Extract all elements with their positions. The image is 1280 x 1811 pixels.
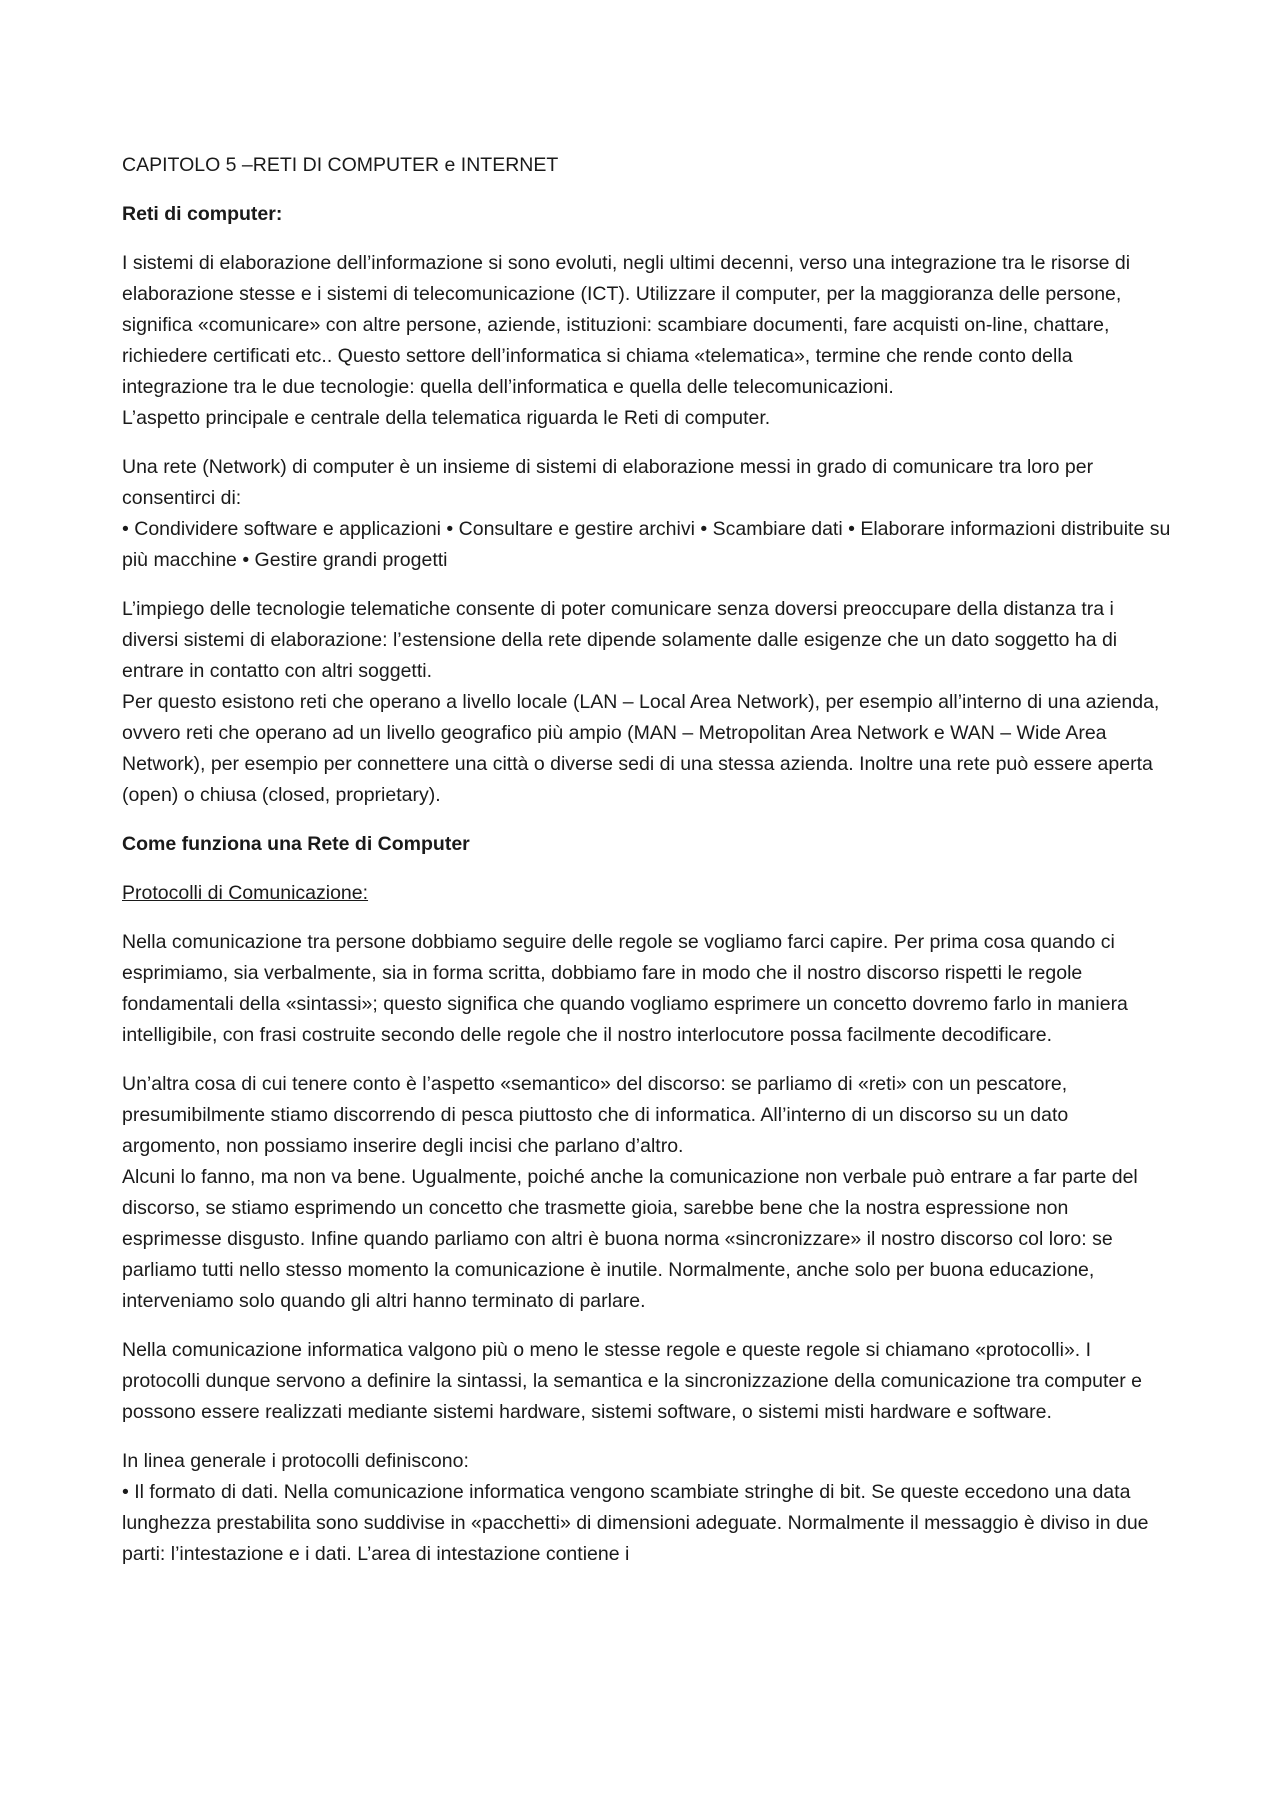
document-title: CAPITOLO 5 –RETI DI COMPUTER e INTERNET bbox=[122, 154, 559, 176]
subheading-protocolli: Protocolli di Comunicazione: bbox=[122, 882, 369, 904]
paragraph-protocols: Nella comunicazione informatica valgono più o meno le stesse regole e queste regole si chiamano «protocolli». I protocolli dunque servono a definire la sintassi, la semantica e la sincronizzazione della comunicazione tra computer e possono essere realizzati mediante sistemi hardware, sistemi software, o sistemi misti hardware e software. bbox=[122, 1339, 1142, 1423]
heading-reti-di-computer: Reti di computer: bbox=[122, 203, 283, 225]
paragraph-syntax: Nella comunicazione tra persone dobbiamo seguire delle regole se vogliamo farci capire. Per prima cosa quando ci esprimiamo, sia verbalmente, sia in forma scritta, dobbiamo fare in modo che il nostro discorso rispetti le regole fondamentali della «sintassi»; questo significa che quando vogliamo esprimere un concetto dovremo farlo in maniera intelligibile, con frasi costruite secondo delle regole che il nostro interlocutore possa facilmente decodificare. bbox=[122, 931, 1128, 1046]
paragraph-network-definition: Una rete (Network) di computer è un insieme di sistemi di elaborazione messi in grado di comunicare tra loro per consentirci di: • Condividere software e applicazioni • Consultare e gestire archivi • Scambiare dati • Elaborare informazioni distribuite su più macchine • Gestire grandi progetti bbox=[122, 456, 1171, 571]
paragraph-network-types: L’impiego delle tecnologie telematiche consente di poter comunicare senza doversi preoccupare della distanza tra i diversi sistemi di elaborazione: l’estensione della rete dipende solamente dalle esigenze che un dato soggetto ha di entrare in contatto con altri soggetti. Per questo esistono reti che operano a livello locale (LAN – Local Area Network), per esempio all’interno di una azienda, ovvero reti che operano ad un livello geografico più ampio (MAN – Metropolitan Area Network e WAN – Wide Area Network), per esempio per connettere una città o diverse sedi di una stessa azienda. Inoltre una rete può essere aperta (open) o chiusa (closed, proprietary). bbox=[122, 598, 1160, 806]
heading-come-funziona: Come funziona una Rete di Computer bbox=[122, 833, 470, 855]
paragraph-protocol-definitions: In linea generale i protocolli definiscono: • Il formato di dati. Nella comunicazione informatica vengono scambiate stringhe di bit. Se queste eccedono una data lunghezza prestabilita sono suddivise in «pacchetti» di dimensioni adeguate. Normalmente il messaggio è diviso in due parti: l’intestazione e i dati. L’area di intestazione contiene i bbox=[122, 1450, 1149, 1565]
paragraph-intro: I sistemi di elaborazione dell’informazione si sono evoluti, negli ultimi decenni, verso una integrazione tra le risorse di elaborazione stesse e i sistemi di telecomunicazione (ICT). Utilizzare il computer, per la maggioranza delle persone, significa «comunicare» con altre persone, aziende, istituzioni: scambiare documenti, fare acquisti on-line, chattare, richiedere certificati etc.. Questo settore dell’informatica si chiama «telematica», termine che rende conto della integrazione tra le due tecnologie: quella dell’informatica e quella delle telecomunicazioni. L’aspetto principale e centrale della telematica riguarda le Reti di computer. bbox=[122, 252, 1131, 429]
document-page bbox=[122, 150, 1172, 1588]
paragraph-semantics: Un’altra cosa di cui tenere conto è l’aspetto «semantico» del discorso: se parliamo di «reti» con un pescatore, presumibilmente stiamo discorrendo di pesca piuttosto che di informatica. All’interno di un discorso su un dato argomento, non possiamo inserire degli incisi che parlano d’altro. Alcuni lo fanno, ma non va bene. Ugualmente, poiché anche la comunicazione non verbale può entrare a far parte del discorso, se stiamo esprimendo un concetto che trasmette gioia, sarebbe bene che la nostra espressione non esprimesse disgusto. Infine quando parliamo con altri è buona norma «sincronizzare» il nostro discorso col loro: se parliamo tutti nello stesso momento la comunicazione è inutile. Normalmente, anche solo per buona educazione, interveniamo solo quando gli altri hanno terminato di parlare. bbox=[122, 1073, 1138, 1312]
